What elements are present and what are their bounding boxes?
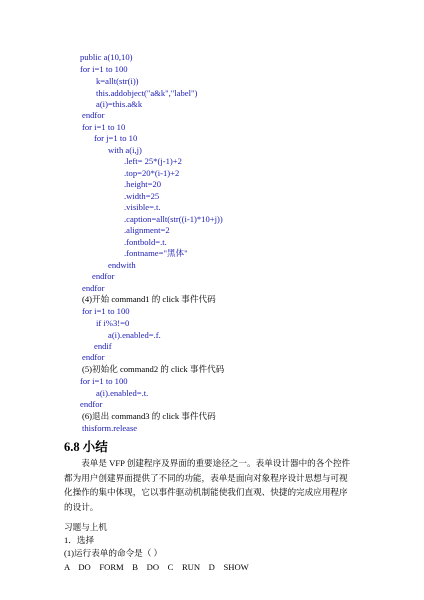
code-line: public a(10,10)	[80, 52, 133, 62]
question-section: 1．选择	[64, 535, 95, 545]
code-line: endfor	[80, 399, 103, 409]
code-line: thisform.release	[82, 423, 138, 433]
code-line: a(i)=this.a&k	[96, 99, 143, 109]
code-line: for i=1 to 100	[80, 64, 128, 74]
step-heading: (4)开始 command1 的 click 事件代码	[82, 294, 216, 304]
code-line: .visible=.t.	[124, 202, 161, 212]
code-line: .width=25	[124, 191, 160, 201]
code-line: endfor	[82, 110, 105, 120]
code-line: .fontname="黑体"	[124, 248, 188, 258]
code-line: .left= 25*(j-1)+2	[124, 156, 182, 166]
answer-options: A DO FORM B DO C RUN D SHOW	[64, 562, 249, 572]
step-heading: (6)退出 command3 的 click 事件代码	[82, 411, 216, 421]
code-line: this.addobject("a&k","label")	[96, 88, 198, 98]
code-line: for i=1 to 100	[80, 376, 128, 386]
question-text: (1)运行表单的命令是（ ）	[64, 548, 163, 558]
code-line: for i=1 to 100	[82, 306, 130, 316]
summary-paragraph: 表单是 VFP 创建程序及界面的重要途径之一。表单设计器中的各个控件都为用户创建界面提供了不同的功能，表单是面向对象程序设计思想与可视化操作的集中体现，它以事件驱动机制能使我们直观、快捷的完成应用程序的设计。	[64, 458, 351, 512]
code-line: endif	[94, 341, 112, 351]
code-line: .height=20	[124, 179, 162, 189]
code-line: .alignment=2	[124, 225, 170, 235]
code-line: with a(i,j)	[108, 145, 142, 155]
code-line: endfor	[82, 352, 105, 362]
code-line: for i=1 to 10	[82, 122, 126, 132]
code-line: endfor	[92, 271, 115, 281]
code-line: if i%3!=0	[96, 318, 130, 328]
code-line: k=allt(str(i))	[96, 76, 139, 86]
code-line: .fontbold=.t.	[124, 237, 167, 247]
step-heading: (5)初始化 command2 的 click 事件代码	[82, 364, 225, 374]
section-title: 6.8 小结	[64, 440, 108, 454]
code-line: .top=20*(i-1)+2	[124, 168, 180, 178]
code-line: .caption=allt(str((i-1)*10+j))	[124, 214, 223, 224]
code-line: endwith	[108, 260, 136, 270]
code-line: a(i).enabled=.f.	[108, 330, 161, 340]
exercise-title: 习题与上机	[64, 522, 107, 532]
code-line: a(i).enabled=.t.	[96, 388, 149, 398]
code-line: endfor	[82, 283, 105, 293]
code-line: for j=1 to 10	[94, 133, 138, 143]
